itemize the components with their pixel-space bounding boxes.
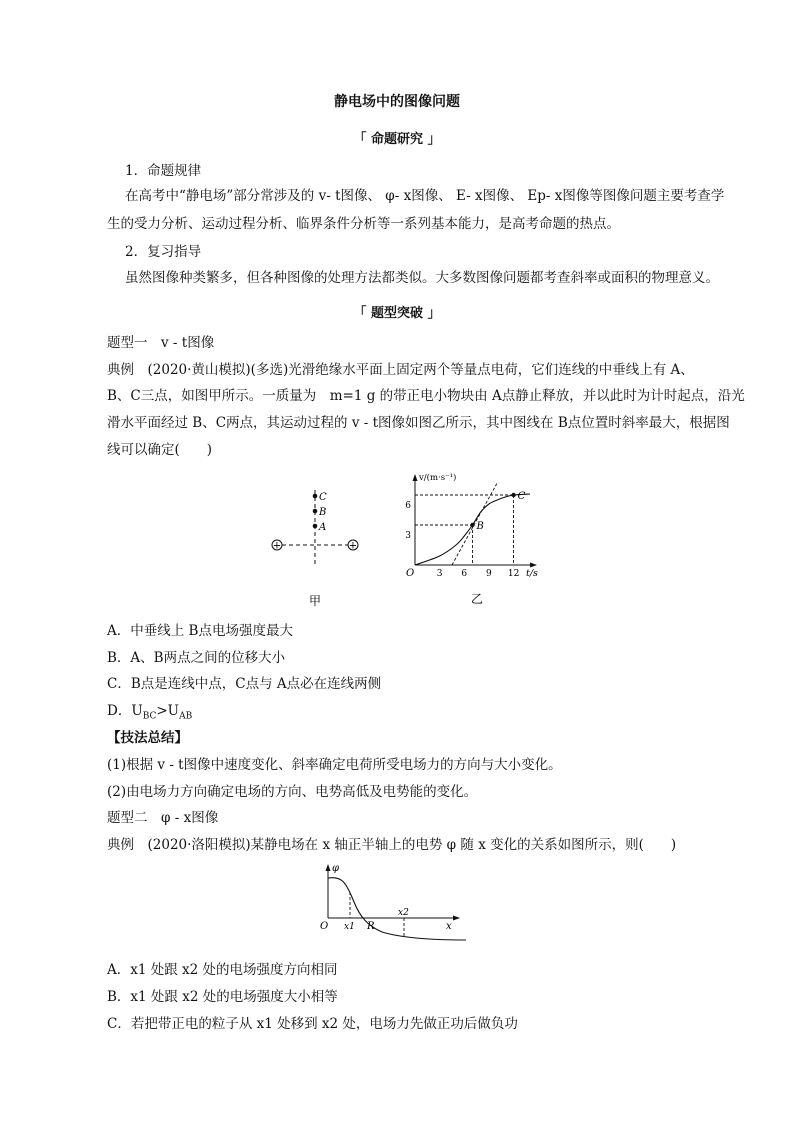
phi-x-axis-label: x (446, 921, 452, 932)
point-B-marker (470, 523, 474, 527)
summary-item-1: (1)根据 v - t图像中速度变化、斜率确定电荷所受电场力的方向与大小变化。 (107, 757, 562, 773)
option1-D-mid: >U (156, 703, 180, 719)
option1-D-sub1: BC (142, 711, 157, 722)
phi-axis-label: φ (332, 863, 340, 874)
option1-D (107, 701, 192, 727)
x-tick-label-12: 12 (507, 569, 520, 579)
option1-D-sub2: AB (179, 711, 193, 722)
x2-label: x2 (398, 908, 409, 918)
figure-caption-jia: 甲 (308, 594, 322, 608)
page-title: 静电场中的图像问题 (334, 94, 460, 110)
example2-line1: 典例 (2020·洛阳模拟)某静电场在 x 轴正半轴上的电势 φ 随 x 变化的关系如图所示，则( ) (107, 837, 677, 853)
label-C: C (319, 492, 327, 503)
origin-label: O (406, 568, 415, 579)
option1-B: B．A、B两点之间的位移大小 (107, 650, 286, 666)
option2-B: B．x1 处跟 x2 处的电场强度大小相等 (107, 989, 338, 1005)
figure-caption-yi: 乙 (470, 592, 484, 606)
figure-yi-vt-chart (395, 470, 545, 610)
type2-heading: 题型二 φ - x图像 (107, 810, 219, 826)
example1-line1: 典例 (2020·黄山模拟)(多选)光滑绝缘水平面上固定两个等量点电荷，它们连线的中垂线上有 A、 (107, 362, 694, 378)
figure-jia (260, 485, 370, 610)
label-B: B (319, 507, 327, 518)
x-axis-label: t/s (526, 568, 538, 579)
paragraph-rule-line1: 在高考中“静电场”部分常涉及的 v- t图像、 φ- x图像、 E- x图像、 Ep- x图像等图像问题主要考查学 (125, 188, 725, 204)
label-A: A (319, 522, 327, 533)
example1-line3: 滑水平面经过 B、C两点，其运动过程的 v - t图像如图乙所示，其中图线在 B点位置时斜率最大，根据图 (107, 415, 730, 431)
summary-heading: 【技法总结】 (107, 730, 188, 746)
section-heading-research: 「 命题研究 」 (353, 132, 441, 147)
type1-heading: 题型一 v - t图像 (107, 335, 215, 351)
summary-item-2: (2)由电场力方向确定电场的方向、电势高低及电势能的变化。 (107, 784, 478, 800)
point-C-marker (511, 493, 515, 497)
point-C-label: C (517, 491, 526, 502)
x1-label: x1 (344, 922, 355, 932)
option1-C: C．B点是连线中点，C点与 A点必在连线两侧 (107, 676, 382, 692)
R-label: R (367, 921, 375, 932)
example1-line2: B、C三点，如图甲所示。一质量为 m=1 g 的带正电小物块由 A点静止释放，并以此时为计时起点，沿光 (107, 388, 745, 404)
vt-curve (415, 494, 530, 565)
paragraph-heading-guide: 2．复习指导 (125, 244, 202, 260)
point-A-dot (313, 524, 318, 529)
phi-y-axis-arrow (326, 864, 331, 871)
option2-A: A．x1 处跟 x2 处的电场强度方向相同 (107, 962, 338, 978)
y-tick-label-6: 6 (405, 501, 411, 511)
figure-phi-x (320, 860, 470, 940)
section-heading-types: 「 题型突破 」 (353, 306, 441, 321)
x-tick-label-3: 3 (436, 569, 443, 579)
x-axis-arrow (530, 563, 537, 568)
y-tick-label-3: 3 (405, 531, 411, 541)
point-C-dot (313, 494, 318, 499)
y-axis-label: v/(m·s⁻¹) (419, 473, 457, 483)
paragraph-heading-rule: 1．命题规律 (125, 163, 202, 179)
option2-C: C．若把带正电的粒子从 x1 处移到 x2 处，电场力先做正功后做负功 (107, 1016, 518, 1032)
option1-A: A．中垂线上 B点电场强度最大 (107, 623, 293, 639)
x-tick-label-6: 6 (461, 569, 468, 579)
paragraph-rule-line2: 生的受力分析、运动过程分析、临界条件分析等一系列基本能力，是高考命题的热点。 (107, 216, 620, 232)
phi-origin-label: O (320, 921, 329, 932)
paragraph-guide-text: 虽然图像种类繁多，但各种图像的处理方法都类似。大多数图像问题都考查斜率或面积的物理意义。 (125, 270, 719, 286)
x-tick-label-9: 9 (486, 569, 492, 579)
charge-right-sign: + (348, 540, 358, 552)
charge-left-sign: + (272, 540, 282, 552)
example1-line4: 线可以确定( ) (107, 442, 213, 458)
y-axis-arrow (413, 474, 418, 481)
point-B-label: B (476, 521, 484, 532)
point-B-dot (313, 509, 318, 514)
option1-D-prefix: D．U (107, 703, 143, 719)
phi-x-axis-arrow (453, 916, 460, 921)
